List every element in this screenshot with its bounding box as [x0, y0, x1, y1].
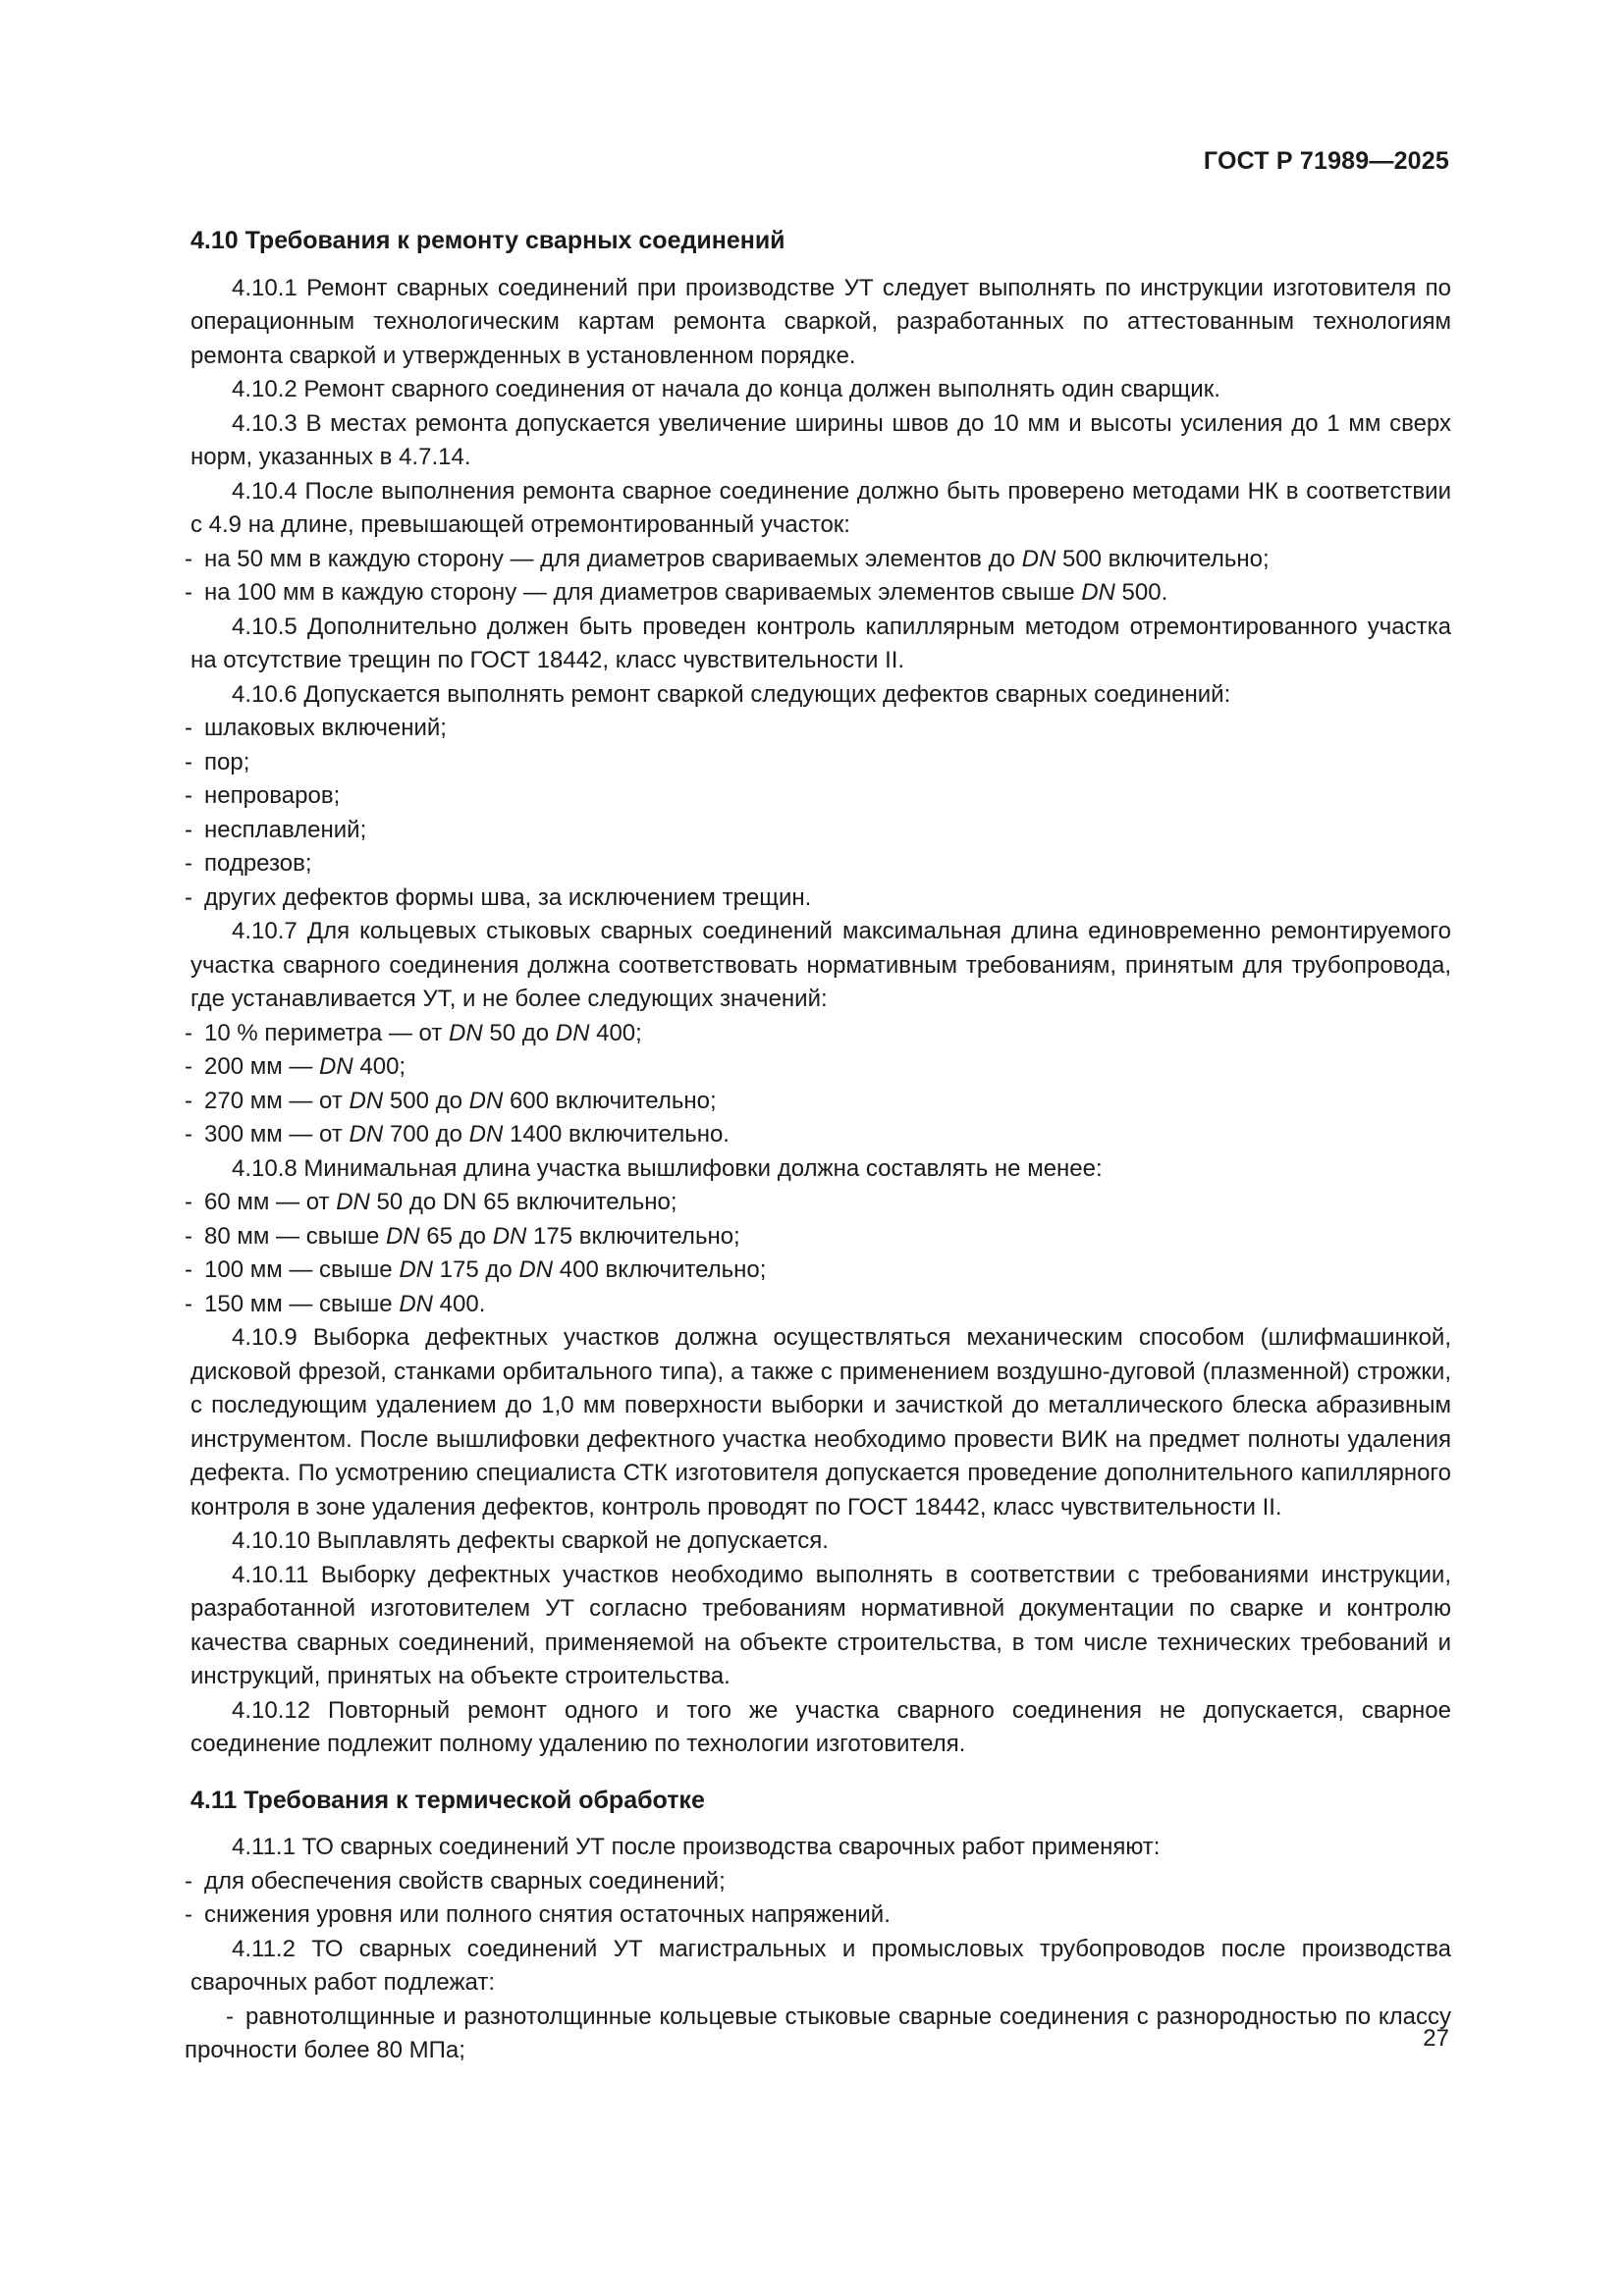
- paragraph-4-10-5: 4.10.5 Дополнительно должен быть проведен контроль капиллярным методом отремонтированного участка на отсутствие трещин по ГОСТ 18442, класс чувствительности II.: [190, 613, 1451, 673]
- list-item: - 10 % периметра — от DN 50 до DN 400;: [185, 1019, 642, 1046]
- list-item: - снижения уровня или полного снятия остаточных напряжений.: [185, 1901, 891, 1928]
- paragraph-4-11-2: 4.11.2 ТО сварных соединений УТ магистральных и промысловых трубопроводов после производства сварочных работ подлежат:: [190, 1935, 1451, 1996]
- paragraph-4-11-1: 4.11.1 ТО сварных соединений УТ после производства сварочных работ применяют:: [232, 1834, 1161, 1860]
- list-item: - подрезов;: [185, 850, 312, 877]
- list-item: - 270 мм — от DN 500 до DN 600 включительно;: [185, 1087, 717, 1114]
- list-item: - для обеспечения свойств сварных соединений;: [185, 1867, 726, 1895]
- paragraph-4-10-8: 4.10.8 Минимальная длина участка вышлифовки должна составлять не менее:: [232, 1154, 1103, 1182]
- section-title-4-11: 4.11 Требования к термической обработке: [190, 1786, 705, 1814]
- paragraph-4-10-12: 4.10.12 Повторный ремонт одного и того же участка сварного соединения не допускается, сварное соединение подлежит полному удалению по технологии изготовителя.: [190, 1696, 1451, 1757]
- list-item: - пор;: [185, 748, 250, 775]
- list-item: - 150 мм — свыше DN 400.: [185, 1290, 486, 1317]
- paragraph-4-10-1: 4.10.1 Ремонт сварных соединений при производстве УТ следует выполнять по инструкции изготовителя по операционным технологическим картам ремонта сваркой, разработанных по аттестованным технологиям ремонта сваркой и утвержденных в установленном порядке.: [190, 274, 1451, 369]
- list-item: - 80 мм — свыше DN 65 до DN 175 включительно;: [185, 1222, 740, 1250]
- list-item: - 300 мм — от DN 700 до DN 1400 включительно.: [185, 1121, 730, 1148]
- page-number: 27: [1423, 2025, 1449, 2052]
- paragraph-4-10-11: 4.10.11 Выборку дефектных участков необходимо выполнять в соответствии с требованиями инструкции, разработанной изготовителем УТ согласно требованиям нормативной документации по сварке и контролю качества сварных соединений, применяемой на объекте строительства, в том числе технических требований и инструкций, принятых на объекте строительства.: [190, 1561, 1451, 1689]
- list-item: - на 100 мм в каждую сторону — для диаметров свариваемых элементов свыше DN 500.: [185, 579, 1168, 606]
- document-body: [185, 224, 1451, 2068]
- list-item: - непроваров;: [185, 782, 341, 809]
- paragraph-4-10-3: 4.10.3 В местах ремонта допускается увеличение ширины швов до 10 мм и высоты усиления до 1 мм сверх норм, указанных в 4.7.14.: [190, 409, 1451, 470]
- paragraph-4-10-6: 4.10.6 Допускается выполнять ремонт сваркой следующих дефектов сварных соединений:: [232, 680, 1231, 708]
- paragraph-4-10-2: 4.10.2 Ремонт сварного соединения от начала до конца должен выполнять один сварщик.: [232, 376, 1220, 402]
- paragraph-4-10-9: 4.10.9 Выборка дефектных участков должна осуществляться механическим способом (шлифмашинкой, дисковой фрезой, станками орбитального типа), а также с применением воздушно-дуговой (плазменной) строжки, с последующим удалением до 1,0 мм поверхности выборки и зачисткой до металлического блеска абразивным инструментом. После вышлифовки дефектного участка необходимо провести ВИК на предмет полноты удаления дефекта. По усмотрению специалиста СТК изготовителя допускается проведение дополнительного капиллярного контроля в зоне удаления дефектов, контроль проводят по ГОСТ 18442, класс чувствительности II.: [190, 1324, 1451, 1521]
- list-item: - шлаковых включений;: [185, 715, 447, 741]
- document-header: ГОСТ Р 71989—2025: [1203, 147, 1449, 175]
- section-title-4-10: 4.10 Требования к ремонту сварных соединений: [190, 227, 785, 254]
- list-item: - 60 мм — от DN 50 до DN 65 включительно;: [185, 1189, 677, 1215]
- list-item: - несплавлений;: [185, 816, 367, 843]
- list-item: - 200 мм — DN 400;: [185, 1053, 406, 1080]
- list-item: - 100 мм — свыше DN 175 до DN 400 включительно;: [185, 1256, 767, 1283]
- paragraph-4-10-10: 4.10.10 Выплавлять дефекты сваркой не допускается.: [232, 1527, 829, 1554]
- paragraph-4-10-7: 4.10.7 Для кольцевых стыковых сварных соединений максимальная длина единовременно ремонтируемого участка сварного соединения должна соответствовать нормативным требованиям, принятым для трубопровода, где устанавливается УТ, и не более следующих значений:: [190, 918, 1451, 1012]
- paragraph-4-10-4: 4.10.4 После выполнения ремонта сварное соединение должно быть проверено методами НК в соответствии с 4.9 на длине, превышающей отремонтированный участок:: [190, 477, 1451, 538]
- list-item: - равнотолщинные и разнотолщинные кольцевые стыковые сварные соединения с разнородностью по классу прочности более 80 МПа;: [185, 2002, 1451, 2063]
- list-item: - на 50 мм в каждую сторону — для диаметров свариваемых элементов до DN 500 включительно;: [185, 545, 1270, 572]
- list-item: - других дефектов формы шва, за исключением трещин.: [185, 883, 812, 911]
